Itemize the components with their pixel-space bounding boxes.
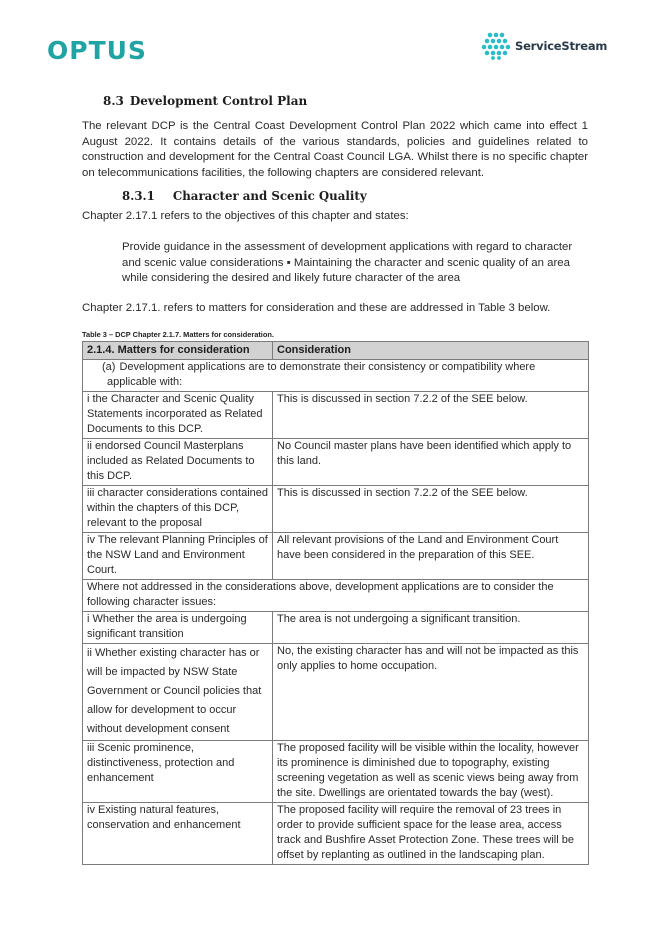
table-row [83, 486, 589, 533]
servicestream-logo-text: ServiceStream [515, 39, 608, 53]
matter-cell: iii character considerations contained within the chapters of this DCP, relevant to the proposal [83, 486, 273, 533]
intro-paragraph: The relevant DCP is the Central Coast Development Control Plan 2022 which came into effect 1 August 2022. It contains details of the various standards, policies and guidelines related to construction and development for the Central Coast Council LGA. Whilst there is no specific chapter on telecommunications facilities, the following chapters are considered relevant. [82, 120, 588, 179]
subsection-heading [122, 189, 367, 203]
consideration-cell: All relevant provisions of the Land and Environment Court have been considered in the preparation of this SEE. [273, 533, 589, 580]
subsection-title: Character and Scenic Quality [172, 189, 367, 203]
matter-cell: ii endorsed Council Masterplans included as Related Documents to this DCP. [83, 439, 273, 486]
consideration-cell: The proposed facility will be visible within the locality, however its prominence is diminished due to topography, existing screening vegetation as well as scenic views being away from the site. Dwellings are orientated towards the bay (west). [273, 741, 589, 803]
section-number: 8.3 [103, 94, 124, 108]
matter-cell: iv The relevant Planning Principles of the NSW Land and Environment Court. [83, 533, 273, 580]
subsection-number: 8.3.1 [122, 189, 155, 203]
table-row [83, 741, 589, 803]
servicestream-dots-icon [481, 32, 511, 60]
table-row [83, 644, 589, 741]
span-row-a-cell [83, 360, 589, 392]
header-consideration: Consideration [273, 342, 589, 360]
consideration-cell: No Council master plans have been identified which apply to this land. [273, 439, 589, 486]
objectives-quote: Provide guidance in the assessment of development applications with regard to character and scenic value considerations ▪ Maintaining the character and scenic quality of an area while considering the desired and likely future character of the area [122, 241, 573, 284]
table-span-row-b [83, 580, 589, 612]
consideration-cell: No, the existing character has and will not be impacted as this only applies to home occupation. [273, 644, 589, 741]
span-row-a-text: Development applications are to demonstrate their consistency or compatibility where applicable with: [107, 361, 536, 388]
matter-cell: iv Existing natural features, conservation and enhancement [83, 803, 273, 865]
matter-cell: iii Scenic prominence, distinctiveness, protection and enhancement [83, 741, 273, 803]
consideration-cell: This is discussed in section 7.2.2 of the SEE below. [273, 392, 589, 439]
dcp-matters-table [82, 341, 589, 865]
table-row [83, 533, 589, 580]
table-row [83, 392, 589, 439]
optus-logo: OPTUS [47, 36, 147, 65]
table-intro: Chapter 2.17.1. refers to matters for consideration and these are addressed in Table 3 below. [82, 302, 551, 314]
table-row [83, 439, 589, 486]
matter-cell: i Whether the area is undergoing significant transition [83, 612, 273, 644]
table-row [83, 612, 589, 644]
table-header-row [83, 342, 589, 360]
section-title: Development Control Plan [129, 94, 308, 108]
consideration-cell: The area is not undergoing a significant transition. [273, 612, 589, 644]
table-span-row-a [83, 360, 589, 392]
table-caption: Table 3 – DCP Chapter 2.1.7. Matters for consideration. [82, 330, 274, 339]
section-heading [103, 94, 307, 108]
consideration-cell: This is discussed in section 7.2.2 of the SEE below. [273, 486, 589, 533]
span-row-b-cell: Where not addressed in the considerations above, development applications are to consider the following character issues: [83, 580, 589, 612]
matter-cell: i the Character and Scenic Quality Statements incorporated as Related Documents to this DCP. [83, 392, 273, 439]
chapter-intro: Chapter 2.17.1 refers to the objectives of this chapter and states: [82, 210, 409, 222]
servicestream-logo [481, 32, 607, 60]
table-row [83, 803, 589, 865]
matter-cell: ii Whether existing character has or will be impacted by NSW State Government or Council policies that allow for development to occur without development consent [83, 644, 273, 741]
header-matters: 2.1.4. Matters for consideration [83, 342, 273, 360]
consideration-cell: The proposed facility will require the removal of 23 trees in order to provide sufficient space for the lease area, access track and Bushfire Asset Protection Zone. These trees will be offset by replanting as outlined in the landscaping plan. [273, 803, 589, 865]
span-row-a-label: (a) [102, 361, 116, 373]
